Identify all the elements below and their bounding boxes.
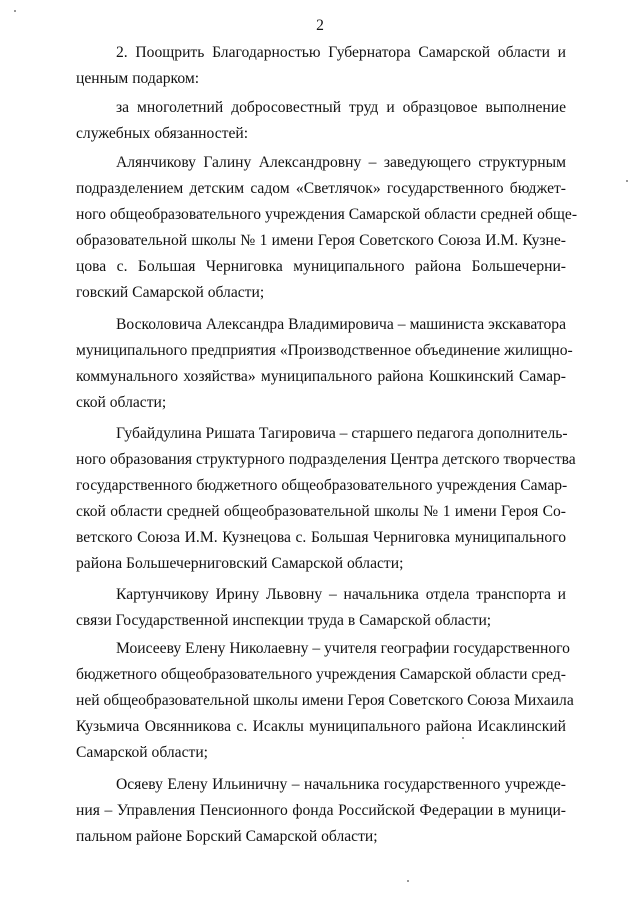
paragraph-line: государственного бюджетного общеобразовательного учреждения Самар- xyxy=(76,477,568,494)
paragraph-line: ской области; xyxy=(76,394,167,411)
paragraph-line: Восколовича Александра Владимировича – машиниста экскаватора xyxy=(116,316,566,333)
paragraph-line: ской области средней общеобразовательной школы № 1 имени Героя Со- xyxy=(76,503,566,520)
paragraph-line: Кузьмича Овсянникова с. Исаклы муниципального района Исаклинский xyxy=(76,718,566,735)
scan-speck xyxy=(626,180,628,182)
scan-speck xyxy=(14,10,16,12)
paragraph-line: ценным подарком: xyxy=(76,70,200,87)
scan-speck xyxy=(407,880,409,882)
paragraph-line: муниципального предприятия «Производственное объединение жилищно- xyxy=(76,342,573,359)
paragraph-line: Картунчикову Ирину Львовну – начальника отдела транспорта и xyxy=(116,586,566,603)
paragraph-line: 2. Поощрить Благодарностью Губернатора Самарской области и xyxy=(116,44,566,61)
paragraph-line: бюджетного общеобразовательного учреждения Самарской области сред- xyxy=(76,666,566,683)
paragraph-line: образовательной школы № 1 имени Героя Советского Союза И.М. Кузне- xyxy=(76,232,566,249)
paragraph-line: ного образования структурного подразделения Центра детского творчества xyxy=(76,451,576,468)
paragraph-line: связи Государственной инспекции труда в Самарской области; xyxy=(76,612,492,629)
paragraph-line: ней общеобразовательной школы имени Героя Советского Союза Михаила xyxy=(76,692,574,709)
paragraph-line: коммунального хозяйства» муниципального района Кошкинский Самар- xyxy=(76,368,566,385)
page-number: 2 xyxy=(316,17,324,34)
paragraph-line: ния – Управления Пенсионного фонда Российской Федерации в муници- xyxy=(76,802,566,819)
paragraph-line: пальном районе Борский Самарской области; xyxy=(76,828,378,845)
paragraph-line: Алянчикову Галину Александровну – заведующего структурным xyxy=(116,154,566,171)
paragraph-line: ветского Союза И.М. Кузнецова с. Большая Черниговка муниципального xyxy=(76,529,566,546)
paragraph-line: говский Самарской области; xyxy=(76,284,265,301)
scan-speck xyxy=(462,737,464,739)
paragraph-line: служебных обязанностей: xyxy=(76,125,249,142)
paragraph-line: Самарской области; xyxy=(76,744,209,761)
paragraph-line: Моисееву Елену Николаевну – учителя географии государственного xyxy=(116,640,570,657)
paragraph-line: ного общеобразовательного учреждения Самарской области средней обще- xyxy=(76,206,578,223)
paragraph-line: подразделением детским садом «Светлячок» государственного бюджет- xyxy=(76,180,566,197)
paragraph-line: цова с. Большая Черниговка муниципального района Большечерни- xyxy=(76,258,566,275)
paragraph-line: за многолетний добросовестный труд и образцовое выполнение xyxy=(116,99,566,116)
paragraph-line: района Большечерниговский Самарской области; xyxy=(76,555,404,572)
paragraph-line: Губайдулина Ришата Тагировича – старшего педагога дополнитель- xyxy=(116,425,568,442)
paragraph-line: Осяеву Елену Ильиничну – начальника государственного учрежде- xyxy=(116,776,566,793)
